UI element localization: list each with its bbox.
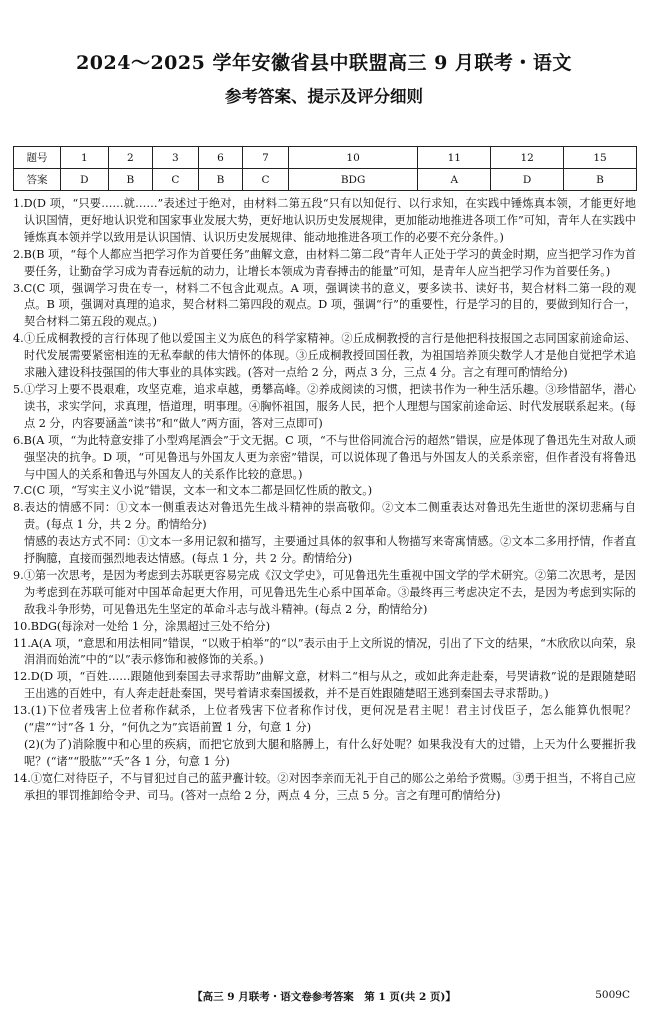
answer-item-8: 8.表达的情感不同：①文本一侧重表达对鲁迅先生战斗精神的崇高敬仰。②文本二侧重表达对鲁迅先生逝世的深切悲痛与自责。(每点 1 分，共 2 分。酌情给分) — [13, 501, 636, 532]
answer-item-14: 14.①宽仁对待臣子，不与冒犯过自己的蓝尹亹计较。②对因李亲而无礼于自己的郧公之弟给予赏赐。③勇于担当，不将自己应承担的罪罚推卸给令尹、司马。(答对一点给 2 分，两点 4 分，三点 5 分。言之有理可酌情给分) — [13, 771, 636, 802]
question-number-cell: 12 — [491, 147, 564, 169]
answer-explanations — [13, 196, 636, 805]
answer-cell: D — [61, 169, 109, 191]
answer-cell: B — [108, 169, 152, 191]
answer-item-10: 10.BDG(每涂对一处给 1 分，涂黑超过三处不给分) — [13, 619, 271, 633]
answer-cell: C — [152, 169, 198, 191]
answer-cell: D — [491, 169, 564, 191]
answer-item-13-part-1: 13.(1)下位者残害上位者称作弑杀，上位者残害下位者称作讨伐，更何况是君主呢！君主讨伐臣子，怎么能算仇恨呢？(“虐”“讨”各 1 分，“何仇之为”宾语前置 1 分，句意 1 分) — [13, 704, 636, 735]
answer-item-12: 12.D(D 项，“百姓……跟随他到秦国去寻求帮助”曲解文意，材料二“相与从之，或如此奔走赴秦，号哭请救”说的是跟随楚昭王出逃的百姓中，有人奔走赶赴秦国，哭号着请求秦国援救，并不是百姓跟随楚昭王逃到秦国去寻求帮助。) — [13, 670, 636, 701]
question-number-cell: 15 — [564, 147, 637, 169]
answer-cell: C — [243, 169, 289, 191]
question-number-cell: 7 — [243, 147, 289, 169]
answer-row — [14, 169, 637, 191]
answer-item-8-continued: 情感的表达方式不同：①文本一多用记叙和描写，主要通过具体的叙事和人物描写来寄寓情感。②文本二多用抒情，作者直抒胸臆，直接而强烈地表达情感。(每点 1 分，共 2 分。酌情给分) — [24, 535, 636, 566]
answer-cell: A — [418, 169, 491, 191]
question-number-cell: 1 — [61, 147, 109, 169]
document-code: 5009C — [595, 989, 630, 1001]
answer-item-3: 3.C(C 项，强调学习贵在专一，材料二不包含此观点。A 项，强调读书的意义，要多读书、读好书，契合材料二第一段的观点。B 项，强调对真理的追求，契合材料二第四段的观点。D 项，强调“行”的重要性，行是学习的目的，要做到知行合一，契合材料二第五段的观点。) — [13, 281, 636, 329]
document-title: 2024～2025 学年安徽省县中联盟高三 9 月联考・语文 — [76, 52, 572, 74]
answer-item-9: 9.①第一次思考，是因为考虑到去苏联更容易完成《汉文学史》，可见鲁迅先生重视中国文学的学术研究。②第二次思考，是因为考虑到在苏联可能对中国革命起更大作用，可见鲁迅先生心系中国革命。③最终再三考虑决定不去，是因为考虑到实际的敌我斗争形势，可见鲁迅先生坚定的革命斗志与战斗精神。(每点 2 分，酌情给分) — [13, 568, 636, 616]
answer-item-5: 5.①学习上要不畏艰难，攻坚克难，追求卓越，勇攀高峰。②养成阅读的习惯，把读书作为一种生活乐趣。③珍惜韶华，潜心读书，求实学问，求真理，悟道理，明事理。④胸怀祖国，服务人民，把个人理想与国家前途命运、时代发展联系起来。(每点 2 分，内容要涵盖“读书”和“做人”两方面，答对三点即可) — [13, 382, 636, 430]
answer-item-7: 7.C(C 项，“写实主义小说”错误，文本一和文本二都是回忆性质的散文。) — [13, 484, 373, 498]
page-footer: 【高三 9 月联考・语文卷参考答案 第 1 页(共 2 页)】 — [192, 991, 456, 1003]
document-subtitle: 参考答案、提示及评分细则 — [225, 87, 423, 106]
answer-item-4: 4.①丘成桐教授的言行体现了他以爱国主义为底色的科学家精神。②丘成桐教授的言行是他把科技报国之志同国家前途命运、时代发展需要紧密相连的无私奉献的伟大情怀的体现。③丘成桐教授回国任教，为祖国培养顶尖数学人才是他自觉把学术追求融入建设科技强国的伟大事业的具体实践。(答对一点给 2 分，两点 3 分，三点 4 分。言之有理可酌情给分) — [13, 332, 636, 380]
answer-item-2: 2.B(B 项，“每个人都应当把学习作为首要任务”曲解文意，由材料二第二段“青年人正处于学习的黄金时期，应当把学习作为首要任务，让勤奋学习成为青春远航的动力，让增长本领成为青春搏击的能量”可知，是青年人应当把学习作为首要任务。) — [13, 247, 636, 278]
answer-item-11: 11.A(A 项，“意思和用法相同”错误，“以败于柏举”的“以”表示由于上文所说的情况，引出了下文的结果，“木欣欣以向荣，泉涓涓而始流”中的“以”表示修饰和被修饰的关系。) — [13, 636, 636, 667]
answer-table — [13, 146, 637, 191]
answer-item-6: 6.B(A 项，“为此特意安排了小型鸡尾酒会”于文无据。C 项，“不与世俗同流合污的超然”错误，应是体现了鲁迅先生对敌人顽强坚决的抗争。D 项，“可见鲁迅与外国友人更为亲密”错误，可以说体现了鲁迅与外国友人的关系亲密，但作者没有将鲁迅与中国人的关系和鲁迅与外国友人的关系作比较的意思。) — [13, 433, 636, 481]
question-number-cell: 2 — [108, 147, 152, 169]
answer-cell: BDG — [288, 169, 417, 191]
question-number-cell: 11 — [418, 147, 491, 169]
question-number-cell: 10 — [288, 147, 417, 169]
question-number-row — [14, 147, 637, 169]
answer-item-13-part-2: (2)(为了)消除腹中和心里的疾病，而把它放到大腿和胳膊上，有什么好处呢？如果我没有大的过错，上天为什么要摧折我呢？(“诸”“股肱”“夭”各 1 分，句意 1 分) — [24, 738, 636, 768]
answer-cell: B — [564, 169, 637, 191]
answer-label-cell: 答案 — [14, 169, 61, 191]
answer-item-1: 1.D(D 项，“只要……就……”表述过于绝对，由材料二第五段“只有以知促行、以行求知，在实践中锤炼真本领，才能更好地认识国情，更好地认识党和国家事业发展大势，更好地认识历史发展规律，更加能动地推进各项工作”可知，青年人在实践中锤炼真本领并学以致用是认识国情、认识历史发展规律、能动地推进各项工作的必要不充分条件。) — [13, 197, 636, 244]
answer-cell: B — [198, 169, 242, 191]
question-number-cell: 3 — [152, 147, 198, 169]
header-label-cell: 题号 — [14, 147, 61, 169]
question-number-cell: 6 — [198, 147, 242, 169]
